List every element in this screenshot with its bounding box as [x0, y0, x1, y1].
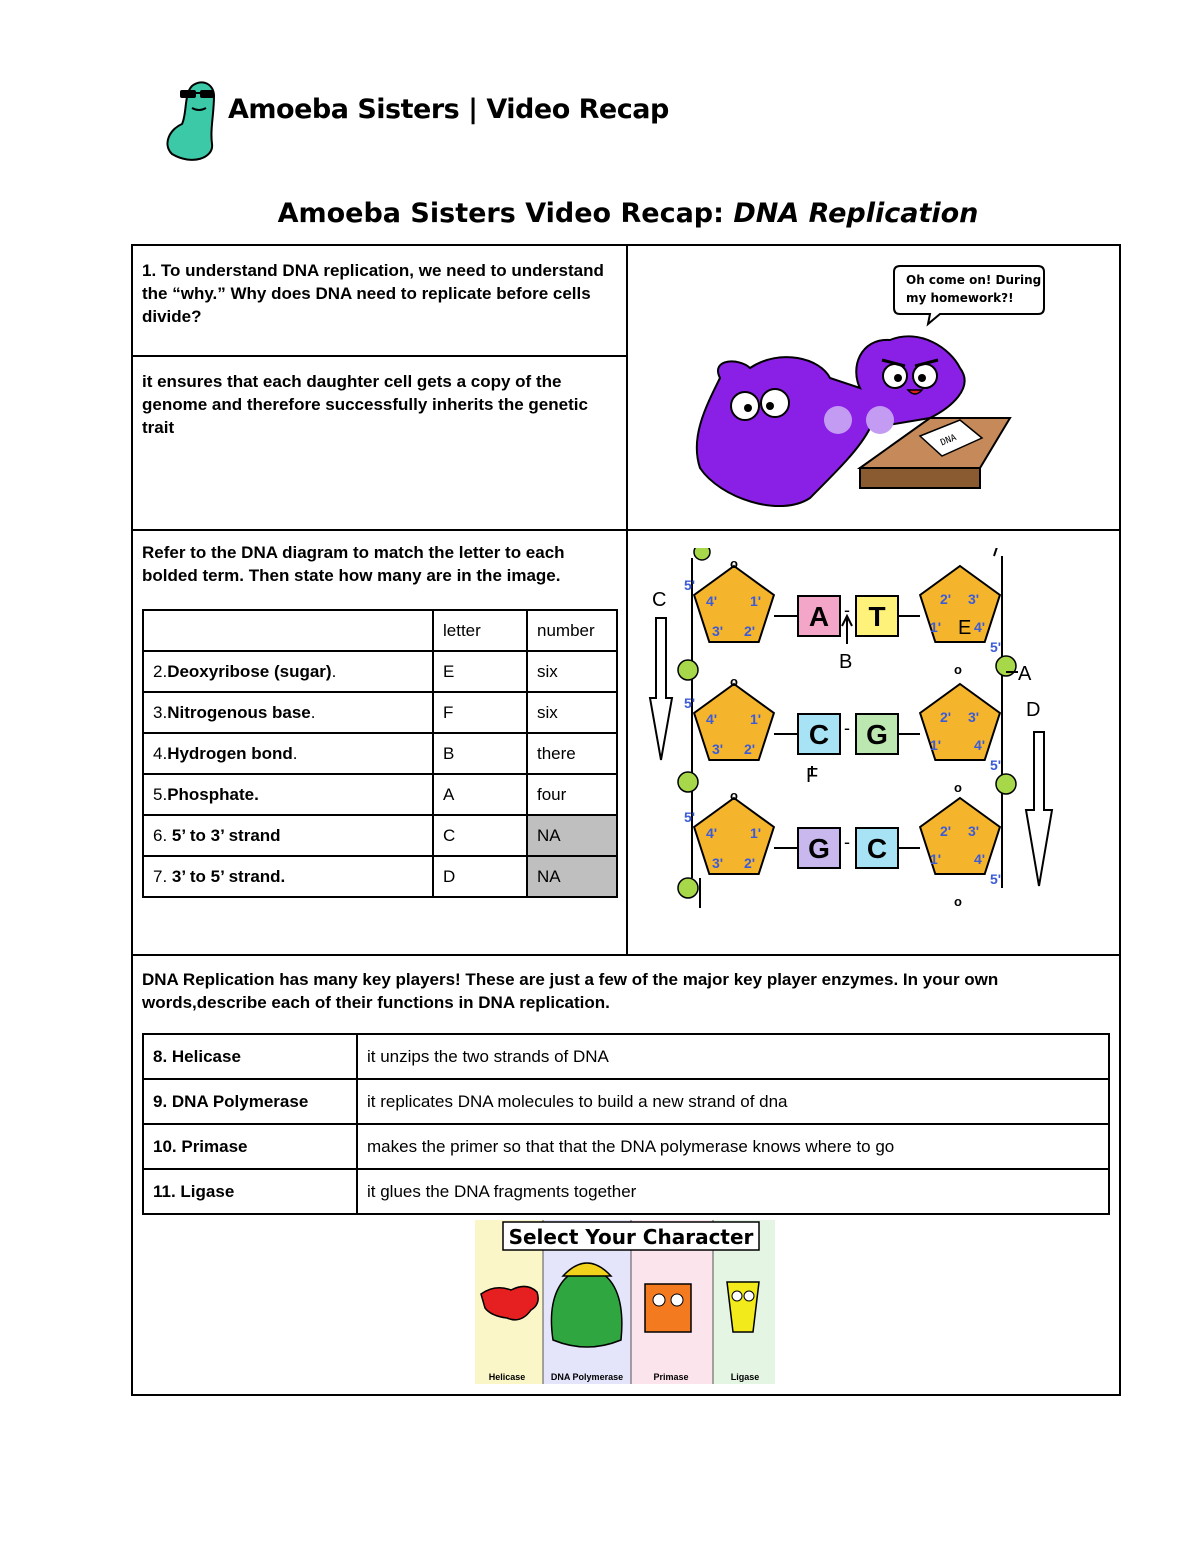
logo-mascot [152, 74, 232, 166]
logo-text: Amoeba Sisters | Video Recap [228, 94, 669, 125]
enzyme-description[interactable]: makes the primer so that that the DNA polymerase knows where to go [357, 1124, 1109, 1169]
row-divider [131, 529, 1121, 531]
oxygen-label: o [730, 556, 738, 571]
speech-bubble-line2: my homework?! [906, 291, 1014, 305]
sugar-number: 2' [744, 623, 756, 639]
sugar-number: 5' [990, 871, 1002, 887]
sugar-number: 2' [940, 709, 952, 725]
sugar-number: 4' [706, 825, 718, 841]
table-row [143, 692, 617, 733]
phosphate-circle [996, 774, 1016, 794]
select-character-title: Select Your Character [508, 1225, 754, 1249]
letter-cell[interactable]: B [433, 733, 527, 774]
header-number: number [527, 610, 617, 651]
oxygen-label: o [954, 780, 962, 795]
oxygen-label: o [730, 674, 738, 689]
phosphate-circle [678, 772, 698, 792]
enzyme-description[interactable]: it glues the DNA fragments together [357, 1169, 1109, 1214]
sugar-number: 1' [750, 593, 762, 609]
strand-arrow-down-left [650, 618, 672, 760]
phosphate-circle [694, 548, 710, 560]
matching-table [142, 609, 618, 898]
diagram-label-f: F [806, 765, 819, 787]
number-cell: NA [527, 815, 617, 856]
base-letter-right: T [868, 601, 886, 632]
table-row [143, 1034, 1109, 1079]
number-cell[interactable]: six [527, 651, 617, 692]
enzyme-name: 11. Ligase [143, 1169, 357, 1214]
diagram-label-b: B [839, 651, 853, 673]
number-cell[interactable]: there [527, 733, 617, 774]
header-letter: letter [433, 610, 527, 651]
sugar-number: 3' [968, 591, 980, 607]
sugar-number: 1' [930, 737, 942, 753]
term-cell: 4.Hydrogen bond. [143, 733, 433, 774]
hydrogen-bond-dash: - [844, 600, 850, 620]
homework-cartoon [690, 258, 1050, 520]
sugar-number: 3' [968, 709, 980, 725]
sugar-number: 3' [712, 623, 724, 639]
table-row [143, 815, 617, 856]
sugar-number: 1' [930, 851, 942, 867]
sugar-number: 3' [712, 741, 724, 757]
term-cell: 3.Nitrogenous base. [143, 692, 433, 733]
strand-arrow-down-right [1026, 732, 1052, 886]
enzyme-name: 9. DNA Polymerase [143, 1079, 357, 1124]
character-label-helicase: Helicase [488, 1372, 526, 1382]
term-cell: 5.Phosphate. [143, 774, 433, 815]
sugar-number: 3' [968, 823, 980, 839]
header-blank [143, 610, 433, 651]
letter-cell[interactable]: F [433, 692, 527, 733]
paper-text: DNA [939, 432, 959, 449]
phosphate-circle [678, 660, 698, 680]
hydrogen-bond-dash: - [844, 718, 850, 738]
enzyme-name: 10. Primase [143, 1124, 357, 1169]
enzymes-table [142, 1033, 1110, 1215]
sugar-number: 3' [712, 855, 724, 871]
base-letter-left: G [808, 833, 830, 864]
q1-divider [131, 355, 627, 357]
sugar-number: 4' [974, 737, 986, 753]
base-letter-right: C [866, 833, 888, 864]
oxygen-label: o [730, 788, 738, 803]
table-row [143, 1124, 1109, 1169]
number-cell[interactable]: four [527, 774, 617, 815]
label-b-arrow [842, 616, 852, 644]
sugar-number: 5' [990, 757, 1002, 773]
sugar-number: 2' [940, 823, 952, 839]
answer-1: it ensures that each daughter cell gets a copy of the genome and therefore successfully inherits the genetic trait [142, 372, 588, 437]
sugar-number: 4' [706, 711, 718, 727]
sugar-number: 4' [706, 593, 718, 609]
enzyme-name: 8. Helicase [143, 1034, 357, 1079]
diagram-label-d: D [1026, 699, 1041, 721]
phosphate-circle [678, 878, 698, 898]
letter-cell[interactable]: A [433, 774, 527, 815]
diagram-label-c: C [652, 589, 667, 611]
term-cell: 7. 3’ to 5’ strand. [143, 856, 433, 897]
hydrogen-bond-dash: - [844, 832, 850, 852]
matching-instructions: Refer to the DNA diagram to match the letter to each bolded term. Then state how many are in the image. [142, 543, 565, 585]
number-cell[interactable]: six [527, 692, 617, 733]
term-cell: 2.Deoxyribose (sugar). [143, 651, 433, 692]
number-cell: NA [527, 856, 617, 897]
base-letter-right: G [866, 719, 888, 750]
question-1: 1. To understand DNA replication, we need to understand the “why.” Why does DNA need to replicate before cells divide? [142, 261, 604, 326]
oxygen-label: o [954, 894, 962, 909]
character-label-primase: Primase [653, 1372, 689, 1382]
letter-cell[interactable]: D [433, 856, 527, 897]
letter-cell[interactable]: C [433, 815, 527, 856]
dna-diagram [640, 548, 1080, 916]
sugar-number: 1' [750, 711, 762, 727]
oxygen-label: o [954, 662, 962, 677]
enzyme-description[interactable]: it replicates DNA molecules to build a new strand of dna [357, 1079, 1109, 1124]
sugar-number: 2' [744, 855, 756, 871]
diagram-label-e: E [958, 617, 972, 639]
enzyme-description[interactable]: it unzips the two strands of DNA [357, 1034, 1109, 1079]
sugar-number: 5' [684, 809, 696, 825]
table-row [143, 774, 617, 815]
base-letter-left: C [808, 719, 830, 750]
table-row [143, 733, 617, 774]
letter-cell[interactable]: E [433, 651, 527, 692]
table-row [143, 856, 617, 897]
sugar-number: 1' [930, 619, 942, 635]
character-label-dna-polymerase: DNA Polymerase [550, 1372, 624, 1382]
sugar-number: 2' [744, 741, 756, 757]
sugar-number: 1' [750, 825, 762, 841]
speech-bubble-line1: Oh come on! During [906, 273, 1042, 287]
term-cell: 6. 5’ to 3’ strand [143, 815, 433, 856]
column-divider [626, 244, 628, 956]
table-row [143, 651, 617, 692]
page-title: Amoeba Sisters Video Recap: DNA Replication [277, 198, 979, 229]
sugar-number: 5' [684, 695, 696, 711]
diagram-label-a: A [1018, 663, 1032, 685]
enzymes-instructions: DNA Replication has many key players! These are just a few of the major key player enzymes. In your own words,describe each of their functions in DNA replication. [142, 970, 999, 1012]
sugar-number: 4' [974, 851, 986, 867]
base-letter-left: A [808, 601, 830, 632]
table-row [143, 1169, 1109, 1214]
sugar-number: 4' [974, 619, 986, 635]
sugar-number: 5' [684, 577, 696, 593]
table-header-row [143, 610, 617, 651]
character-label-ligase: Ligase [730, 1372, 760, 1382]
table-row [143, 1079, 1109, 1124]
select-character-panel [475, 1220, 775, 1384]
sugar-number: 5' [990, 639, 1002, 655]
row-divider [131, 954, 1121, 956]
sugar-number: 2' [940, 591, 952, 607]
